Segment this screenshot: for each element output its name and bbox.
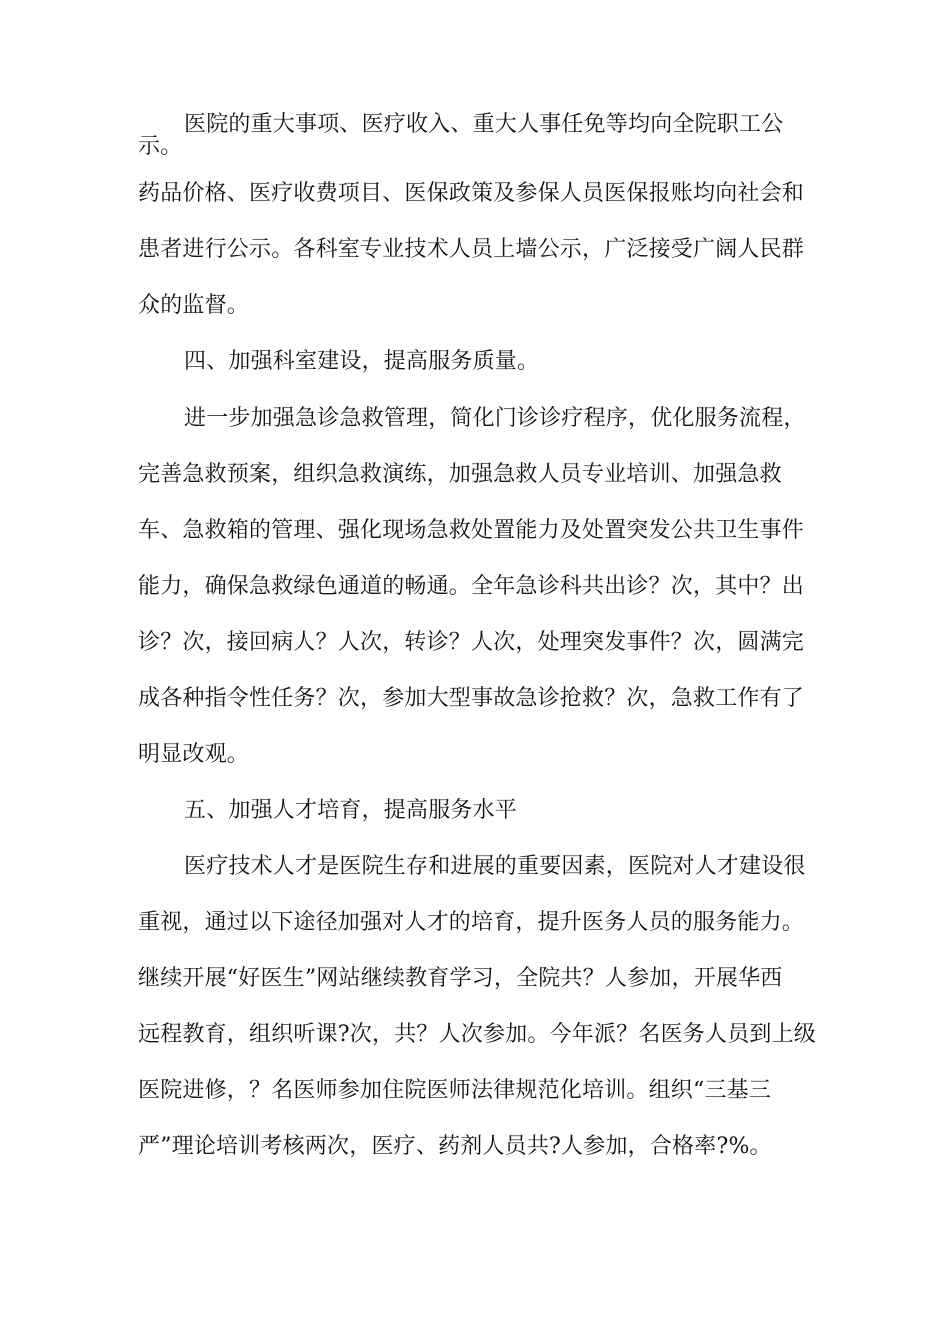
paragraph-line: 重视，通过以下途径加强对人才的培育，提升医务人员的服务能力。 bbox=[138, 910, 805, 935]
paragraph-line: 药品价格、医疗收费项目、医保政策及参保人员医保报账均向社会和 bbox=[138, 181, 805, 206]
paragraph-line: 示。 bbox=[138, 134, 183, 159]
paragraph-line: 能力，确保急救绿色通道的畅通。全年急诊科共出诊？次，其中？出 bbox=[138, 574, 805, 599]
paragraph-line: 医疗技术人才是医院生存和进展的重要因素，医院对人才建设很 bbox=[184, 854, 806, 879]
paragraph-line: 明显改观。 bbox=[138, 742, 250, 767]
paragraph-line: 继续开展“好医生”网站继续教育学习，全院共？人参加，开展华西 bbox=[138, 966, 783, 991]
paragraph-line: 众的监督。 bbox=[138, 293, 250, 318]
paragraph-line: 成各种指令性任务？次，参加大型事故急诊抢救？次，急救工作有了 bbox=[138, 686, 805, 711]
paragraph-line: 远程教育，组织听课?次，共？人次参加。今年派？名医务人员到上级 bbox=[138, 1022, 816, 1047]
paragraph-line: 医院进修，？名医师参加住院医师法律规范化培训。组织“三基三 bbox=[138, 1078, 772, 1103]
paragraph-line: 进一步加强急诊急救管理，简化门诊诊疗程序，优化服务流程， bbox=[184, 406, 806, 431]
section-heading: 五、加强人才培育，提高服务水平 bbox=[184, 798, 518, 823]
paragraph-line: 完善急救预案，组织急救演练，加强急救人员专业培训、加强急救 bbox=[138, 462, 782, 487]
paragraph-line: 医院的重大事项、医疗收入、重大人事任免等均向全院职工公 bbox=[184, 112, 784, 137]
paragraph-line: 车、急救箱的管理、强化现场急救处置能力及处置突发公共卫生事件 bbox=[138, 518, 805, 543]
section-heading: 四、加强科室建设，提高服务质量。 bbox=[184, 349, 540, 374]
paragraph-line: 患者进行公示。各科室专业技术人员上墙公示，广泛接受广阔人民群 bbox=[138, 237, 805, 262]
paragraph-line: 严”理论培训考核两次，医疗、药剂人员共?人参加，合格率?%。 bbox=[138, 1134, 772, 1159]
paragraph-line: 诊？次，接回病人？人次，转诊？人次，处理突发事件？次，圆满完 bbox=[138, 630, 805, 655]
